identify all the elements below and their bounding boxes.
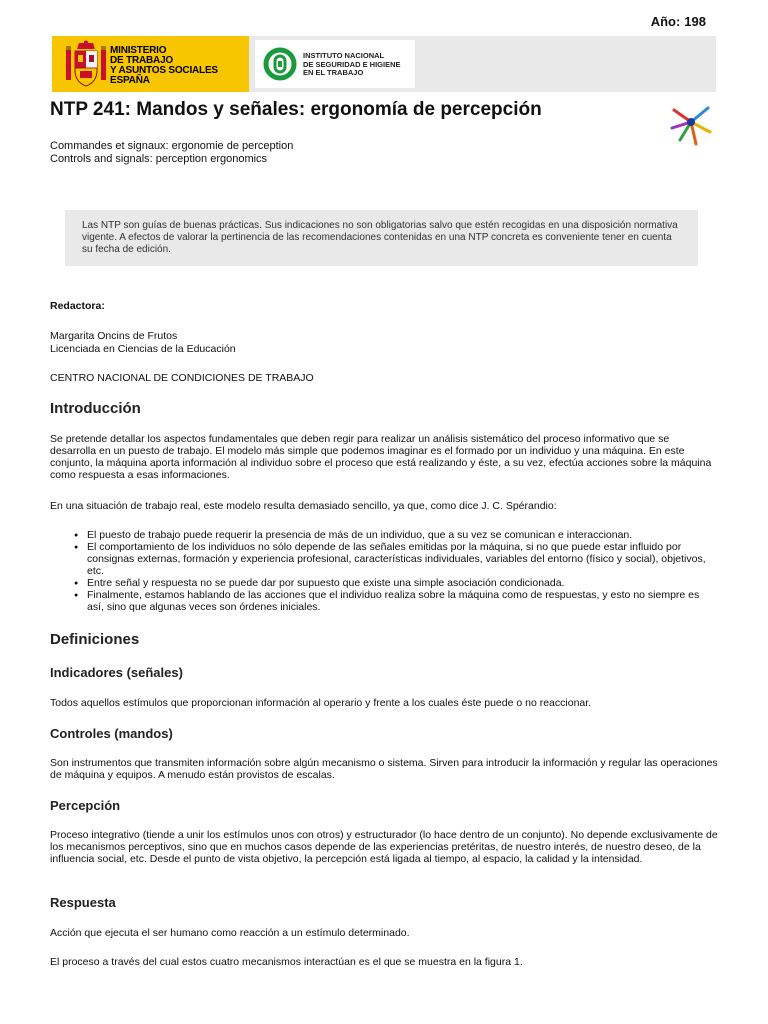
heading-percepcion: Percepción (50, 798, 121, 813)
institute-line: INSTITUTO NACIONAL (303, 51, 385, 60)
decorative-star-icon (666, 100, 716, 146)
author-label: Redactora: (50, 300, 105, 312)
subtitle-french: Commandes et signaux: ergonomie de perception (50, 140, 294, 152)
institute-line: EN EL TRABAJO (303, 68, 364, 77)
institute-name (303, 52, 401, 78)
year-label: Año: (650, 14, 681, 29)
ministry-logo (52, 36, 249, 92)
percepcion-text: Proceso integrativo (tiende a unir los estímulos unos con otros) y estructurador (lo hace dentro de un conjunto). No depende exclusivamente de los mecanismos perceptivos, sino que en muchos casos depende de las experiencias pretéritas, de nuestro interés, de nuestro deseo, de la influencia social, etc. Desde el punto de vista objetivo, la percepción está ligada al tiempo, al espacio, la calidad y la intensidad. (50, 829, 718, 865)
page-title: NTP 241: Mandos y señales: ergonomía de percepción (50, 99, 542, 120)
respuesta-text: Acción que ejecuta el ser humano como reacción a un estímulo determinado. (50, 927, 410, 939)
heading-introduccion: Introducción (50, 400, 141, 417)
institute-logo-icon (263, 47, 297, 81)
controles-text: Son instrumentos que transmiten información sobre algún mecanismo o sistema. Sirven para introducir la información y regular las operaciones de máquina y equipos. A menudo están provistos de escalas. (50, 757, 718, 781)
ministry-line: MINISTERIO (110, 45, 167, 56)
indicadores-text: Todos aquellos estímulos que proporcionan información al operario y frente a los cuales éste puede o no reaccionar. (50, 697, 592, 709)
closing-paragraph: El proceso a través del cual estos cuatro mecanismos interactúan es el que se muestra en la figura 1. (50, 956, 523, 968)
subtitle-english: Controls and signals: perception ergonomics (50, 153, 268, 165)
author-center: CENTRO NACIONAL DE CONDICIONES DE TRABAJO (50, 372, 314, 384)
ministry-line: Y ASUNTOS SOCIALES (110, 65, 218, 76)
list-item: ● El puesto de trabajo puede requerir la presencia de más de un individuo, que a su vez se comunican e interaccionan. (50, 529, 718, 541)
year-value: 198 (684, 14, 706, 29)
intro-bullet-list (50, 529, 718, 613)
ministry-line: DE TRABAJO (110, 55, 174, 66)
heading-definiciones: Definiciones (50, 631, 140, 648)
coat-of-arms-icon (66, 40, 106, 88)
list-item: ● Entre señal y respuesta no se puede dar por supuesto que existe una simple asociación condicionada. (50, 577, 718, 589)
list-item: ● Finalmente, estamos hablando de las acciones que el individuo realiza sobre la máquina como de respuestas, y esto no siempre es así, sino que algunas veces son órdenes iniciales. (50, 589, 718, 613)
year-indicator (651, 14, 706, 29)
intro-paragraph-1: Se pretende detallar los aspectos fundamentales que deben regir para realizar un análisis sistemático del proceso informativo que se desarrolla en un puesto de trabajo. El modelo más simple que podemos imaginar es el formado por un individuo y una máquina. En este conjunto, la máquina aporta información al individuo sobre el proceso que está realizando y éste, a su vez, efectúa acciones sobre la máquina como respuesta a esas informaciones. (50, 433, 712, 481)
institute-logo (255, 40, 415, 88)
logo-band (52, 36, 716, 92)
heading-controles: Controles (mandos) (50, 726, 173, 741)
author-degree: Licenciada en Ciencias de la Educación (50, 343, 236, 355)
heading-respuesta: Respuesta (50, 895, 116, 910)
heading-indicadores: Indicadores (señales) (50, 665, 183, 680)
alternate-titles (50, 140, 293, 166)
disclaimer-box: Las NTP son guías de buenas prácticas. Sus indicaciones no son obligatorias salvo que estén recogidas en una disposición normativa vigente. A efectos de valorar la pertinencia de las recomendaciones contenidas en una NTP concreta es conveniente tener en cuenta su fecha de edición. (65, 210, 698, 266)
intro-paragraph-2: En una situación de trabajo real, este modelo resulta demasiado sencillo, ya que, como dice J. C. Spérandio: (50, 500, 557, 512)
institute-line: DE SEGURIDAD E HIGIENE (303, 59, 401, 69)
list-item: ● El comportamiento de los individuos no sólo depende de las señales emitidas por la máquina, si no que puede estar influido por consignas externas, formación y experiencia profesional, características individuales, variables del entorno (físico y social), objetivos, etc. (50, 541, 718, 577)
ministry-name (110, 46, 218, 86)
author-name: Margarita Oncins de Frutos (50, 330, 178, 342)
ministry-line: ESPAÑA (110, 75, 150, 86)
